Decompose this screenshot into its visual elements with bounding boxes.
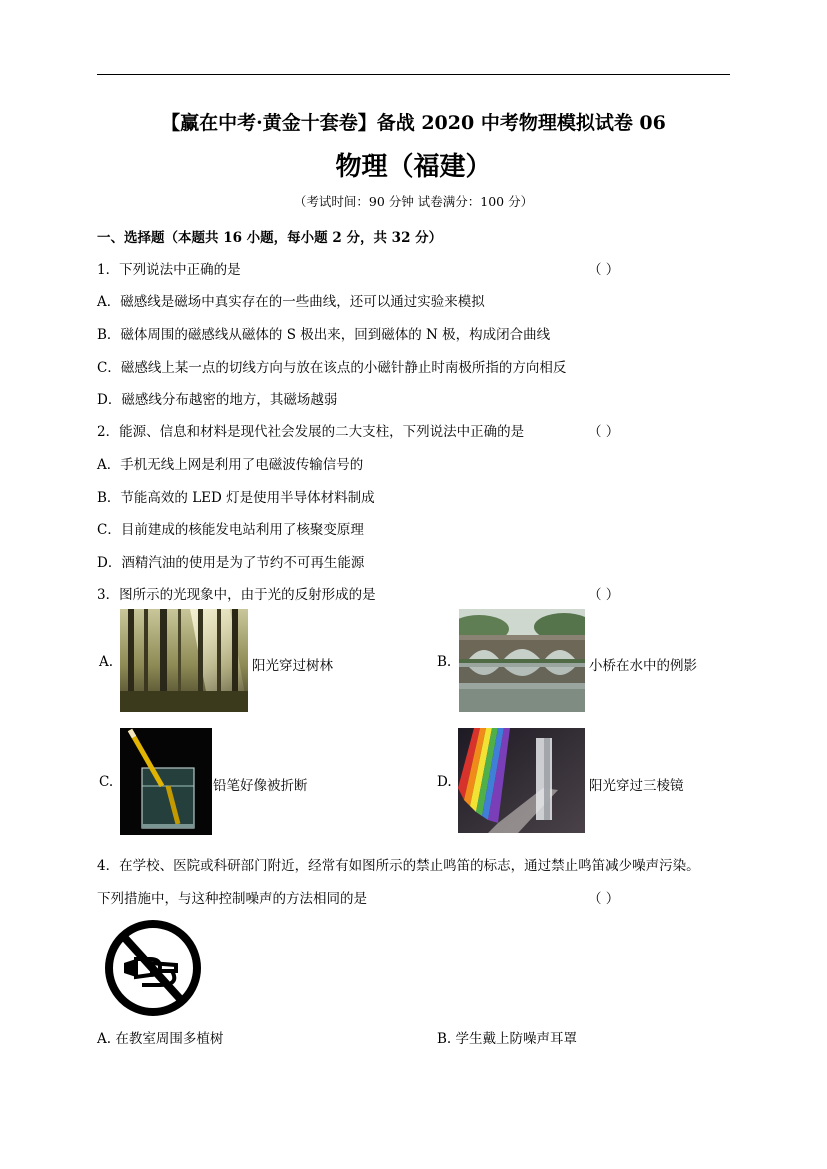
q3-answer-paren: （ ） [588, 587, 620, 603]
exam-info: （考试时间：90 分钟 试卷满分：100 分） [293, 194, 534, 209]
q2-answer-paren: （ ） [588, 424, 620, 440]
prism-spectrum-image [458, 728, 585, 833]
q4-option-a: A. 在教室周围多植树 [97, 1031, 224, 1047]
pencil-refraction-image [120, 728, 212, 835]
subject-title: 物理（福建） [335, 152, 492, 182]
forest-sunlight-image [120, 609, 248, 712]
q1-option-c: C．磁感线上某一点的切线方向与放在该点的小磁针静止时南极所指的方向相反 [97, 360, 567, 376]
q1-answer-paren: （ ） [588, 262, 620, 278]
no-horn-sign-icon [102, 919, 204, 1017]
bridge-reflection-image [459, 609, 585, 712]
exam-title: 【赢在中考·黄金十套卷】备战 2020 中考物理模拟试卷 06 [161, 112, 666, 134]
q3-option-c-label: C. [99, 774, 114, 790]
q3-option-d-caption: 阳光穿过三棱镜 [589, 778, 684, 794]
section-heading: 一、选择题（本题共 16 小题，每小题 2 分，共 32 分） [97, 230, 443, 246]
q4-stem-line2: 下列措施中，与这种控制噪声的方法相同的是 [97, 891, 367, 907]
q3-option-a-label: A. [99, 654, 114, 670]
q1-option-d: D．磁感线分布越密的地方，其磁场越弱 [97, 392, 338, 408]
q2-option-d: D．酒精汽油的使用是为了节约不可再生能源 [97, 555, 365, 571]
q3-option-c-caption: 铅笔好像被折断 [213, 778, 308, 794]
q2-option-c: C．目前建成的核能发电站利用了核聚变原理 [97, 522, 364, 538]
q3-option-a-caption: 阳光穿过树林 [252, 658, 333, 674]
q1-option-b: B．磁体周围的磁感线从磁体的 S 极出来，回到磁体的 N 极，构成闭合曲线 [97, 327, 551, 343]
header-rule [97, 74, 730, 75]
q4-option-b: B. 学生戴上防噪声耳罩 [437, 1031, 578, 1047]
q4-answer-paren: （ ） [588, 891, 620, 907]
q3-option-b-label: B. [437, 654, 452, 670]
q1-option-a: A．磁感线是磁场中真实存在的一些曲线，还可以通过实验来模拟 [97, 294, 485, 310]
q2-option-a: A．手机无线上网是利用了电磁波传输信号的 [97, 457, 364, 473]
q1-stem: 1．下列说法中正确的是 [97, 262, 241, 278]
q3-stem: 3．图所示的光现象中，由于光的反射形成的是 [97, 587, 376, 603]
q3-option-b-caption: 小桥在水中的例影 [589, 658, 697, 674]
q2-option-b: B．节能高效的 LED 灯是使用半导体材料制成 [97, 490, 375, 506]
q4-stem-line1: 4．在学校、医院或科研部门附近，经常有如图所示的禁止鸣笛的标志，通过禁止鸣笛减少噪声污染。 [97, 858, 700, 874]
q2-stem: 2．能源、信息和材料是现代社会发展的二大支柱，下列说法中正确的是 [97, 424, 525, 440]
q3-option-d-label: D. [437, 774, 452, 790]
